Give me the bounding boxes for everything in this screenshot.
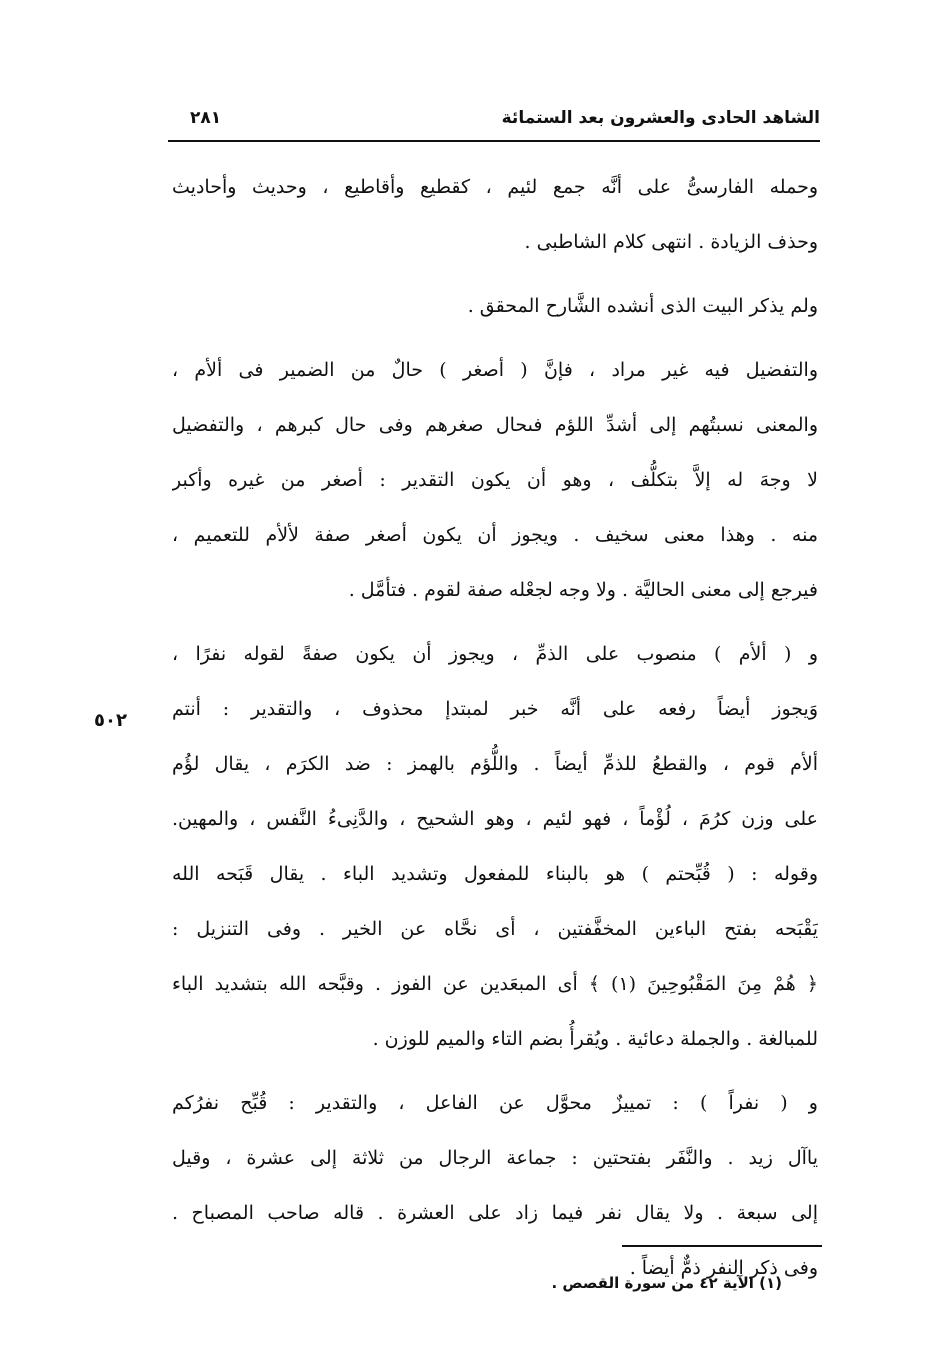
margin-reference-number: ٥٠٢ (94, 710, 127, 731)
footnote-divider (622, 1245, 822, 1247)
text-line: والمعنى نسبتُهم إلى أشدِّ اللؤم فىحال صغرهم وفى حال كبرهم ، والتفضيل (172, 414, 818, 436)
text-line: وقوله : ( قُبِّحتم ) هو بالبناء للمفعول وتشديد الباء . يقال قَبَحه الله (172, 863, 818, 885)
paragraph-2 (172, 279, 818, 334)
text-line: وَيجوز أيضاً رفعه على أنَّه خبر لمبتدإ محذوف ، والتقدير : أنتم (172, 698, 818, 720)
text-line: منه . وهذا معنى سخيف . ويجوز أن يكون أصغر صفة لألأم للتعميم ، (172, 524, 818, 546)
page-header (168, 104, 820, 138)
text-line: ياآل زيد . والنَّفَر بفتحتين : جماعة الرجال من ثلاثة إلى عشرة ، وقيل (172, 1147, 818, 1169)
paragraph-3 (172, 343, 818, 618)
footnote: (١) الآية ٤٢ من سورة القصص . (551, 1274, 782, 1292)
text-line: على وزن كرُمَ ، لُؤْماً ، فهو لئيم ، وهو الشحيح ، والدَّنِىءُ النَّفس ، والمهين. (172, 808, 818, 830)
header-divider (168, 140, 820, 142)
body-text (172, 160, 818, 1296)
text-line: لا وجهَ له إلاَّ بتكلُّف ، وهو أن يكون التقدير : أصغر من غيره وأكبر (172, 469, 818, 491)
text-line: ألأم قوم ، والقطعُ للذمِّ أيضاً . واللُّؤم بالهمز : ضد الكرَم ، يقال لؤُم (172, 753, 818, 775)
text-line: و ( ألأم ) منصوب على الذمِّ ، ويجوز أن يكون صفةً لقوله نفرًا ، (172, 643, 818, 665)
text-line: ﴿ هُمْ مِنَ المَقْبُوحِينَ (١) ﴾ أى المبعَدين عن الفوز . وقبَّحه الله بتشديد الباء (172, 973, 818, 995)
text-line: و ( نفراً ) : تمييزٌ محوَّل عن الفاعل ، والتقدير : قُبِّح نفرُكم (172, 1092, 818, 1114)
text-line: والتفضيل فيه غير مراد ، فإنَّ ( أصغر ) حالٌ من الضمير فى ألأم ، (172, 359, 818, 381)
paragraph-6 (172, 1076, 818, 1296)
text-line: ولم يذكر البيت الذى أنشده الشَّارح المحقق . (467, 295, 818, 317)
paragraph-5 (172, 847, 818, 1067)
paragraph-4 (172, 627, 818, 847)
text-line: يَقْبَحه بفتح الباءين المخفَّفتين ، أى نحَّاه عن الخير . وفى التنزيل : (172, 918, 818, 940)
text-line: وحمله الفارسىُّ على أنَّه جمع لئيم ، كقطيع وأقاطيع ، وحديث وأحاديث (172, 176, 818, 198)
page-number: ٢٨١ (190, 108, 222, 128)
paragraph-1 (172, 160, 818, 270)
text-line: وحذف الزيادة . انتهى كلام الشاطبى . (524, 231, 818, 253)
text-line: إلى سبعة . ولا يقال نفر فيما زاد على العشرة . قاله صاحب المصباح . (172, 1202, 818, 1224)
running-title: الشاهد الحادى والعشرون بعد الستمائة (501, 108, 820, 128)
text-line: وفى ذكر النفر ذمٌّ أيضاً . (629, 1257, 818, 1279)
text-line: للمبالغة . والجملة دعائية . ويُقرأُ بضم التاء والميم للوزن . (372, 1028, 818, 1050)
text-line: فيرجع إلى معنى الحاليَّة . ولا وجه لجعْله صفة لقوم . فتأمَّل . (348, 579, 818, 601)
